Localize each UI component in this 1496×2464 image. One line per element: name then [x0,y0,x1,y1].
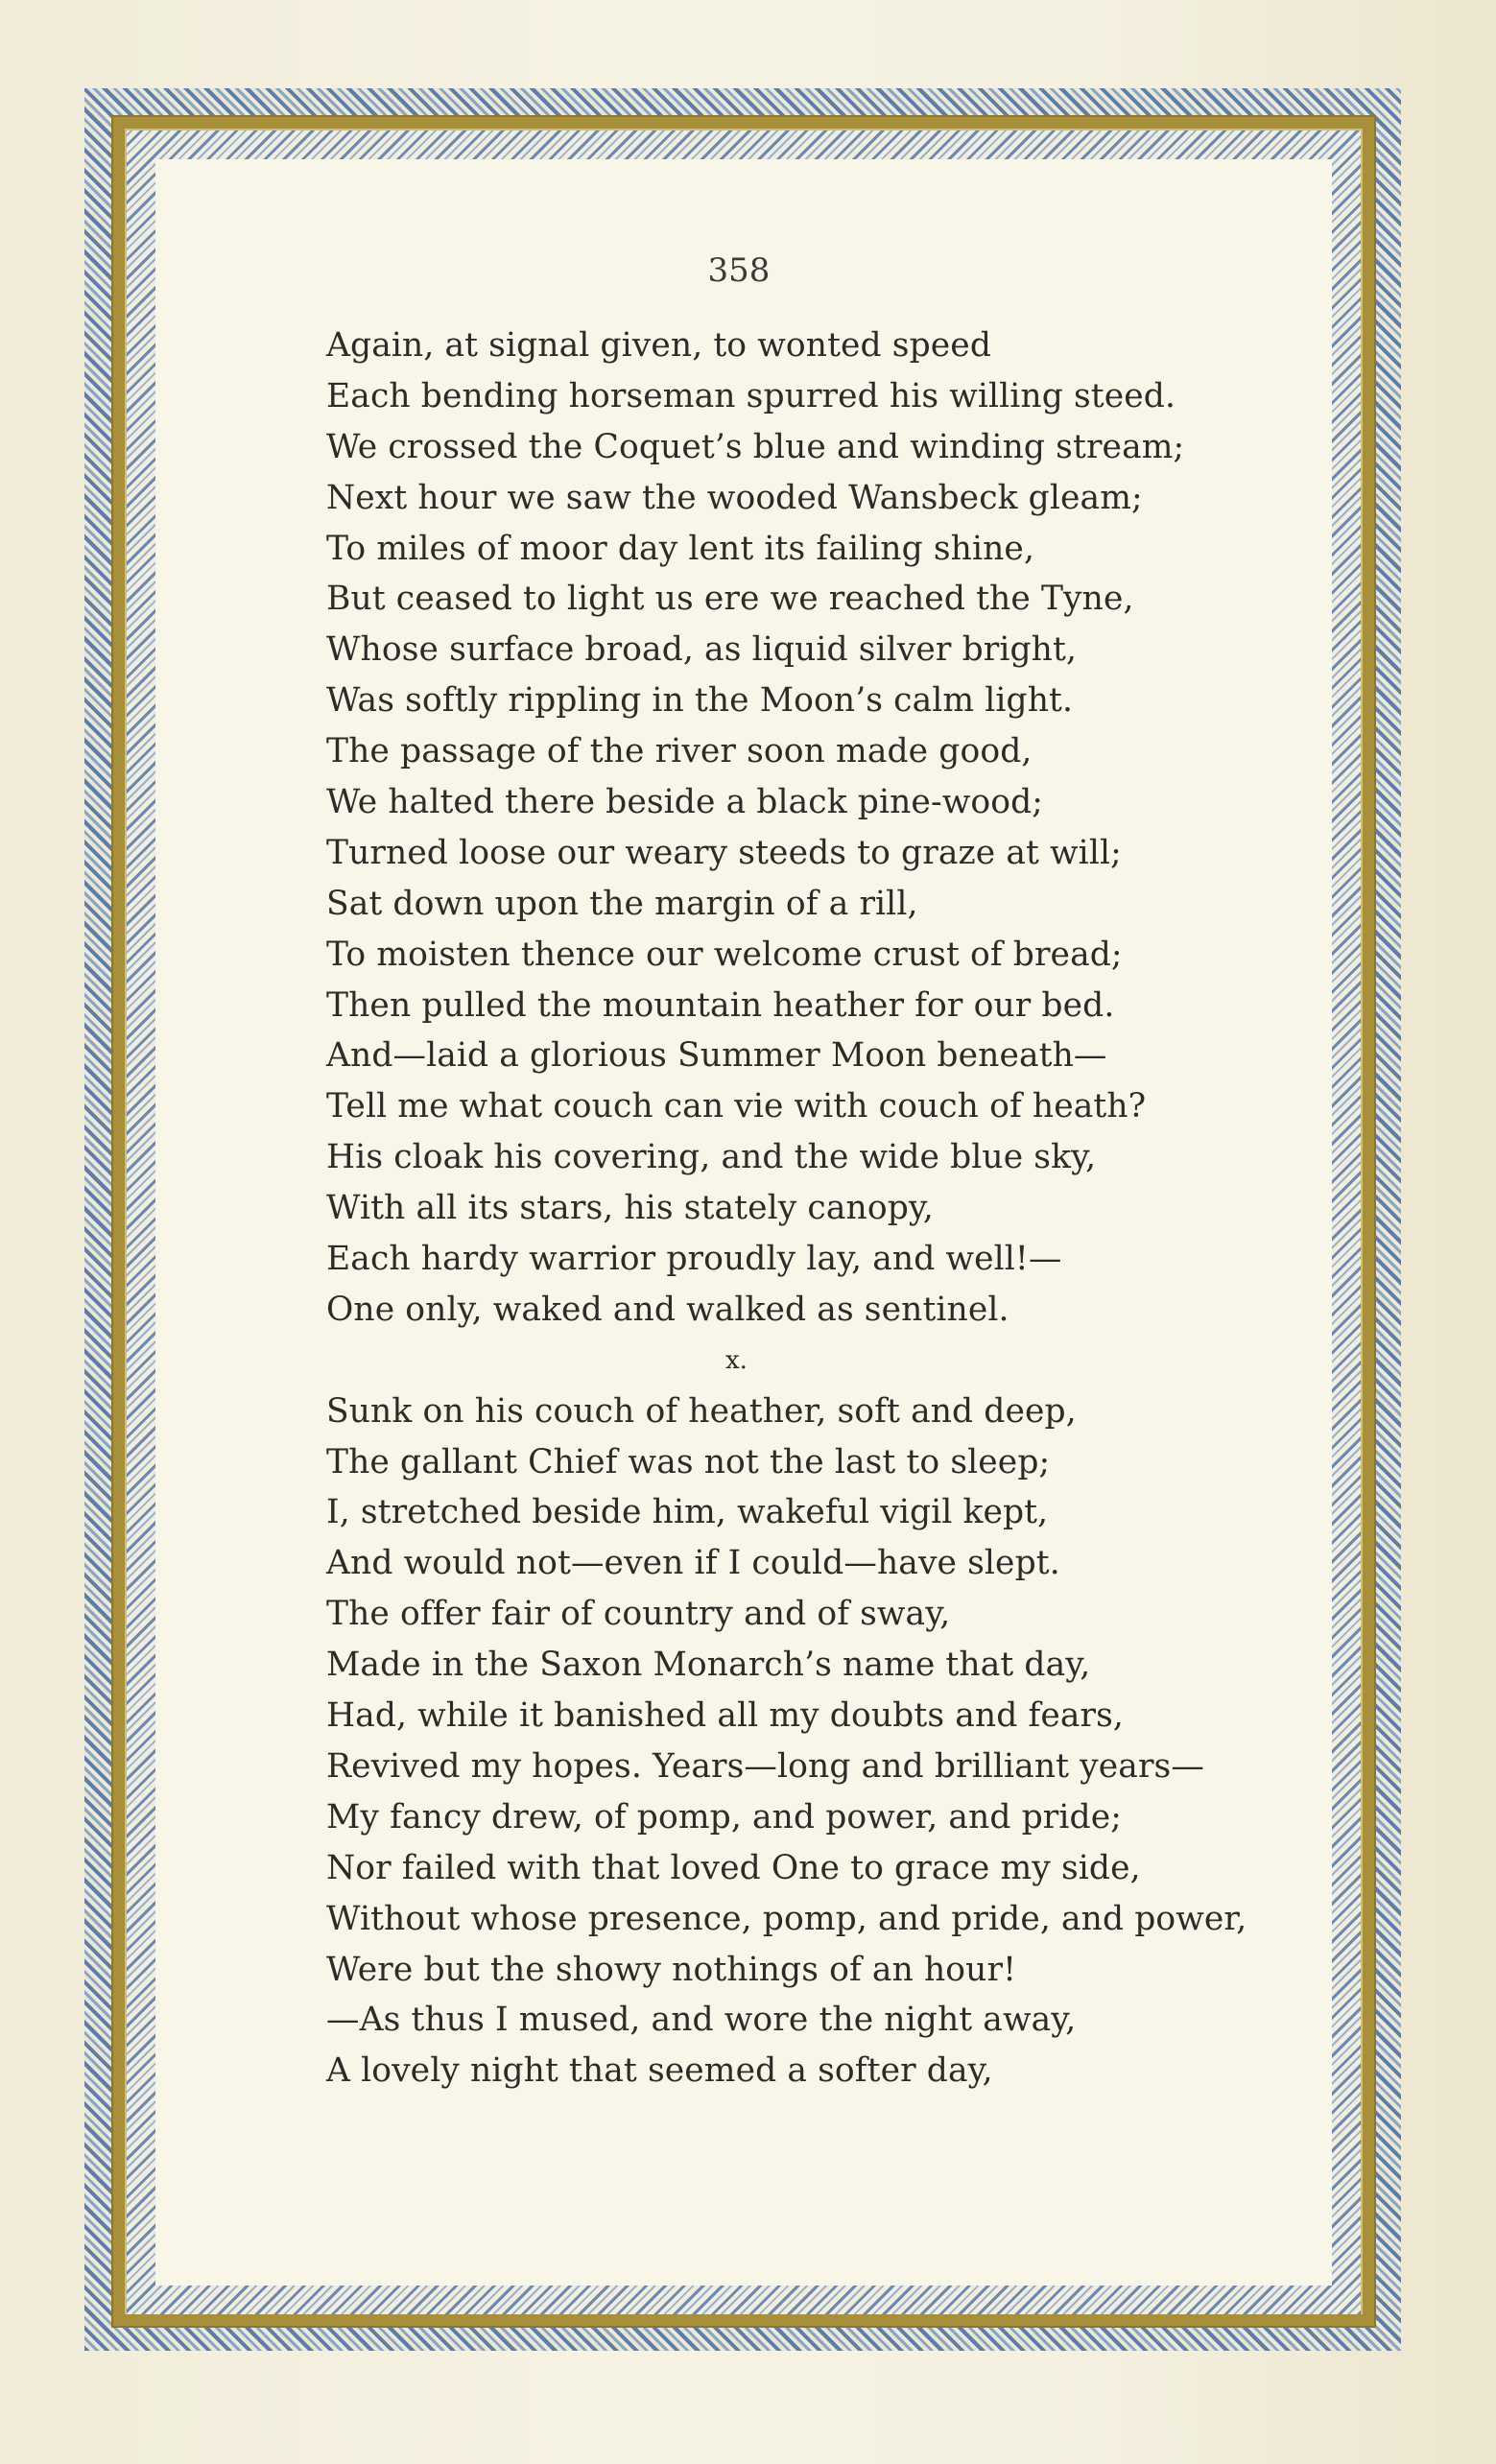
verse-line: Had, while it banished all my doubts and fears, [326,1696,1124,1736]
verse-line: —As thus I mused, and wore the night away, [326,2001,1077,2040]
verse-line: Tell me what couch can vie with couch of heath? [326,1087,1147,1126]
verse-line: The offer fair of country and of sway, [326,1595,951,1634]
verse-line: One only, waked and walked as sentinel. [326,1290,1009,1329]
verse-line: The gallant Chief was not the last to sleep; [326,1442,1051,1481]
verse-line: Again, at signal given, to wonted speed [326,326,992,365]
page-number: 358 [707,251,771,290]
verse-line: To miles of moor day lent its failing shine, [326,529,1035,568]
verse-line: Were but the showy nothings of an hour! [326,1950,1017,1989]
verse-line: But ceased to light us ere we reached the Tyne, [326,580,1134,619]
verse-line: Each hardy warrior proudly lay, and well!— [326,1240,1062,1279]
verse-line: To moisten thence our welcome crust of bread; [326,935,1123,974]
verse-line: And would not—even if I could—have slept. [326,1544,1060,1583]
verse-line: Sunk on his couch of heather, soft and deep, [326,1391,1077,1431]
verse-line: Sat down upon the margin of a rill, [326,884,918,923]
verse-line: Each bending horseman spurred his willing steed. [326,376,1176,415]
verse-line: Was softly rippling in the Moon’s calm light. [326,681,1074,721]
verse-line: Nor failed with that loved One to grace my side, [326,1848,1141,1887]
verse-line: I, stretched beside him, wakeful vigil kept, [326,1493,1049,1532]
verse-line: Next hour we saw the wooded Wansbeck gleam; [326,478,1143,517]
verse-line: We halted there beside a black pine-wood; [326,783,1043,822]
poem-text [326,320,1286,2097]
verse-line: We crossed the Coquet’s blue and winding stream; [326,427,1185,466]
verse-line: The passage of the river soon made good, [326,732,1033,771]
verse-line: Whose surface broad, as liquid silver bright, [326,630,1078,670]
verse-line: Made in the Saxon Monarch’s name that day, [326,1646,1091,1685]
section-numeral: x. [725,1345,748,1375]
verse-line: Then pulled the mountain heather for our bed. [326,985,1115,1025]
verse-line: My fancy drew, of pomp, and power, and pride; [326,1797,1122,1836]
verse-line: Without whose presence, pomp, and pride, and power, [326,1899,1247,1938]
verse-line: And—laid a glorious Summer Moon beneath— [326,1036,1107,1076]
verse-line: Turned loose our weary steeds to graze at will; [326,833,1122,872]
verse-line: With all its stars, his stately canopy, [326,1189,934,1228]
verse-line: A lovely night that seemed a softer day, [326,2051,993,2091]
verse-line: His cloak his covering, and the wide blue sky, [326,1138,1097,1177]
verse-line: Revived my hopes. Years—long and brilliant years— [326,1746,1204,1786]
